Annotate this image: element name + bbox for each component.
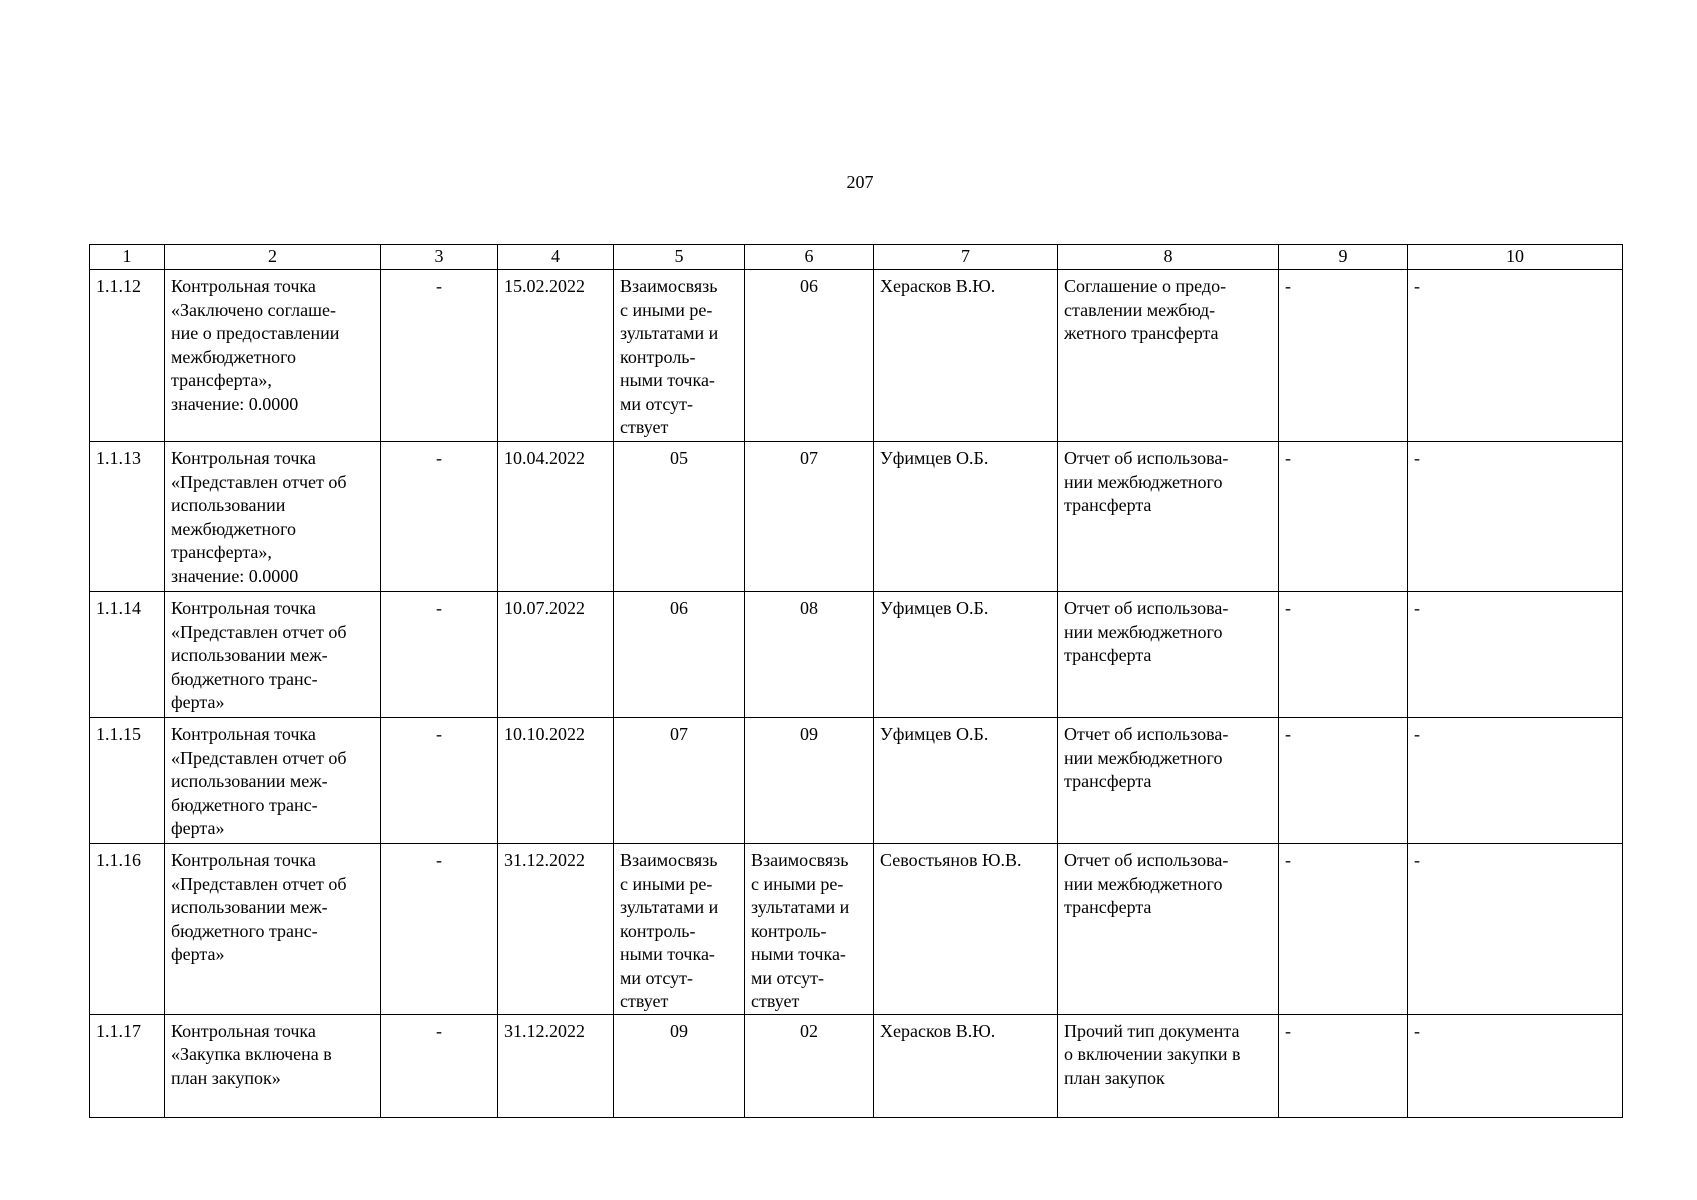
document-type: Отчет об использова- нии межбюджетного трансферта [1058,592,1279,718]
due-date: 31.12.2022 [498,844,614,1015]
cell-col3: - [381,592,498,718]
table-row [90,270,1623,442]
table-row [90,718,1623,844]
control-point-name: Контрольная точка «Заключено соглаше- ние о предоставлении межбюджетного трансферта», значение: 0.0000 [165,270,381,442]
cell-col10: - [1408,592,1623,718]
table-row [90,442,1623,592]
cell-col6: 09 [745,718,874,844]
control-point-name: Контрольная точка «Представлен отчет об использовании меж- бюджетного транс- ферта» [165,718,381,844]
cell-col10: - [1408,270,1623,442]
document-type: Соглашение о предо- ставлении межбюд- жетного трансферта [1058,270,1279,442]
column-header: 5 [614,245,745,270]
control-points-table [89,244,1623,1118]
cell-col10: - [1408,442,1623,592]
row-number: 1.1.15 [90,718,165,844]
responsible-person: Уфимцев О.Б. [874,592,1058,718]
control-point-name: Контрольная точка «Представлен отчет об использовании межбюджетного трансферта», значение: 0.0000 [165,442,381,592]
column-header: 9 [1279,245,1408,270]
row-number: 1.1.16 [90,844,165,1015]
cell-col9: - [1279,592,1408,718]
responsible-person: Уфимцев О.Б. [874,718,1058,844]
due-date: 10.04.2022 [498,442,614,592]
cell-col5: 07 [614,718,745,844]
table-row [90,592,1623,718]
row-number: 1.1.13 [90,442,165,592]
cell-col6: Взаимосвязь с иными ре- зультатами и контроль- ными точка- ми отсут- ствует [745,844,874,1015]
cell-col10: - [1408,844,1623,1015]
row-number: 1.1.12 [90,270,165,442]
column-header: 2 [165,245,381,270]
table-row [90,844,1623,1015]
cell-col6: 06 [745,270,874,442]
responsible-person: Севостьянов Ю.В. [874,844,1058,1015]
document-type: Отчет об использова- нии межбюджетного трансферта [1058,718,1279,844]
responsible-person: Уфимцев О.Б. [874,442,1058,592]
page-number: 207 [846,172,874,192]
cell-col3: - [381,718,498,844]
cell-col10: - [1408,1014,1623,1117]
cell-col5: Взаимосвязь с иными ре- зультатами и контроль- ными точка- ми отсут- ствует [614,844,745,1015]
due-date: 31.12.2022 [498,1014,614,1117]
column-header: 1 [90,245,165,270]
column-header: 7 [874,245,1058,270]
cell-col6: 08 [745,592,874,718]
column-header: 4 [498,245,614,270]
document-type: Прочий тип документа о включении закупки в план закупок [1058,1014,1279,1117]
cell-col9: - [1279,442,1408,592]
cell-col5: 05 [614,442,745,592]
cell-col9: - [1279,270,1408,442]
cell-col3: - [381,844,498,1015]
cell-col6: 02 [745,1014,874,1117]
due-date: 10.07.2022 [498,592,614,718]
cell-col6: 07 [745,442,874,592]
cell-col5: 09 [614,1014,745,1117]
column-header: 8 [1058,245,1279,270]
document-type: Отчет об использова- нии межбюджетного трансферта [1058,844,1279,1015]
column-header: 3 [381,245,498,270]
cell-col9: - [1279,1014,1408,1117]
control-point-name: Контрольная точка «Закупка включена в план закупок» [165,1014,381,1117]
header-row [90,245,1623,270]
row-number: 1.1.14 [90,592,165,718]
document-type: Отчет об использова- нии межбюджетного трансферта [1058,442,1279,592]
control-point-name: Контрольная точка «Представлен отчет об использовании меж- бюджетного транс- ферта» [165,592,381,718]
cell-col5: 06 [614,592,745,718]
column-header: 6 [745,245,874,270]
cell-col3: - [381,270,498,442]
due-date: 10.10.2022 [498,718,614,844]
cell-col9: - [1279,718,1408,844]
cell-col5: Взаимосвязь с иными ре- зультатами и контроль- ными точка- ми отсут- ствует [614,270,745,442]
row-number: 1.1.17 [90,1014,165,1117]
due-date: 15.02.2022 [498,270,614,442]
cell-col3: - [381,442,498,592]
table-row [90,1014,1623,1117]
cell-col9: - [1279,844,1408,1015]
cell-col10: - [1408,718,1623,844]
column-header: 10 [1408,245,1623,270]
cell-col3: - [381,1014,498,1117]
responsible-person: Херасков В.Ю. [874,270,1058,442]
responsible-person: Херасков В.Ю. [874,1014,1058,1117]
control-point-name: Контрольная точка «Представлен отчет об использовании меж- бюджетного транс- ферта» [165,844,381,1015]
